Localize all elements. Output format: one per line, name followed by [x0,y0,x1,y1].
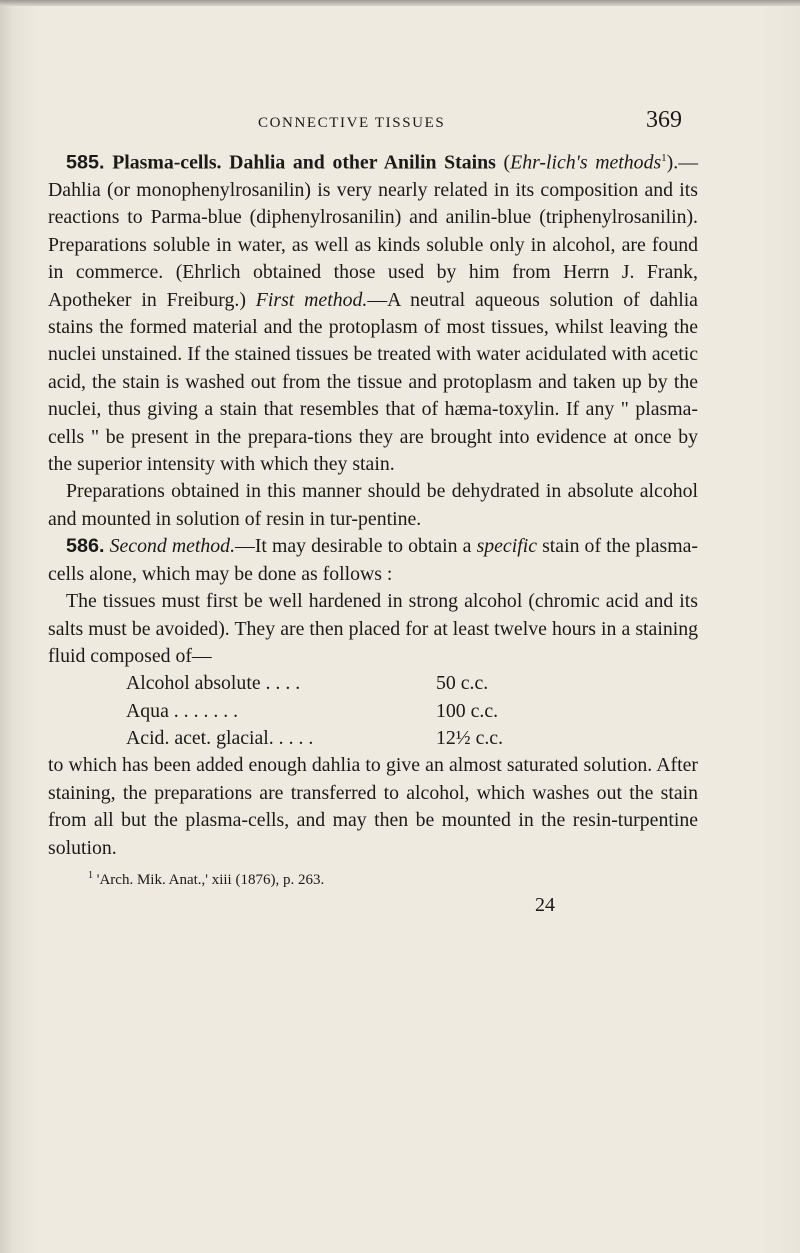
specific-word: specific [476,535,537,558]
formula-ingredient: Alcohol absolute . . . . [126,672,301,695]
formula-amount: 50 c.c. [436,672,489,695]
formula-ingredient: Acid. acet. glacial. . . . . [126,727,314,750]
formula-row [126,670,698,697]
page-header [48,107,688,137]
formula-ingredient: Aqua . . . . . . . [126,699,239,722]
staining-paragraph: to which has been added enough dahlia to give an almost saturated solution. After staining, the preparations are transferred to alcohol, which washes out the stain from all but the plasma-cells, and may then be mounted in the resin-turpentine solution. [48,754,698,859]
second-method-label: Second method. [109,535,236,558]
page-edge-shadow [0,0,800,6]
staining-formula [48,670,698,752]
footnote-text: 'Arch. Mik. Anat.,' xiii (1876), p. 263. [96,872,325,889]
section-585-title: Plasma-cells. Dahlia and other Anilin Stains [112,151,496,174]
signature-mark: 24 [535,894,555,917]
title-paren-open: ( [503,151,511,174]
footnote-reference: 1 [661,152,667,164]
first-method-text: —A neutral aqueous solution of dahlia stains the formed material and the protoplasm of most tissues, whilst leaving the nuclei unstained. If the stained tissues be treated with water acidulated with acetic acid, the stain is washed out from the tissue and protoplasm and taken up by the nuclei, thus giving a stain that resembles that of hæma-toxylin. If any " plasma-cells " be present in the prepara-tions they are brought into evidence at once by the superior intensity with which they stain. [48,288,698,476]
section-585-intro: —Dahlia (or monophenylrosanilin) is very nearly related in its composition and its reactions to Parma-blue (diphenylrosanilin) and anilin-blue (triphenylrosanilin). Preparations soluble in water, as well as kinds soluble only in alcohol, are found in commerce. (Ehrlich obtained those used by him from Herrn J. Frank, Apotheker in Freiburg.) [48,151,698,311]
running-head: CONNECTIVE TISSUES [258,115,446,131]
section-number-585: 585. [66,151,105,174]
formula-row [126,725,698,752]
footnote [48,866,698,890]
title-paren-close: ). [666,151,679,174]
section-number-586: 586. [66,535,105,558]
formula-row [126,698,698,725]
dehydration-paragraph: Preparations obtained in this manner should be dehydrated in absolute alcohol and mounted in solution of resin in tur-pentine. [48,480,698,530]
body-text [48,145,698,920]
formula-amount: 100 c.c. [436,699,499,722]
ehrlich-methods: Ehr-lich's methods [510,151,662,174]
formula-amount: 12½ c.c. [436,727,504,750]
page-number: 369 [646,107,682,133]
footnote-mark: 1 [88,870,93,882]
hardening-paragraph: The tissues must first be well hardened in strong alcohol (chromic acid and its salts must be avoided). They are then placed for at least twelve hours in a staining fluid composed of— [48,590,698,667]
section-586-paragraph [48,533,698,588]
section-585-paragraph [48,145,698,478]
second-method-intro-end: stain of the plasma-cells alone, which may be done as follows : [48,535,699,585]
second-method-intro: —It may desirable to obtain a [235,535,472,558]
first-method-label: First method. [255,288,368,311]
